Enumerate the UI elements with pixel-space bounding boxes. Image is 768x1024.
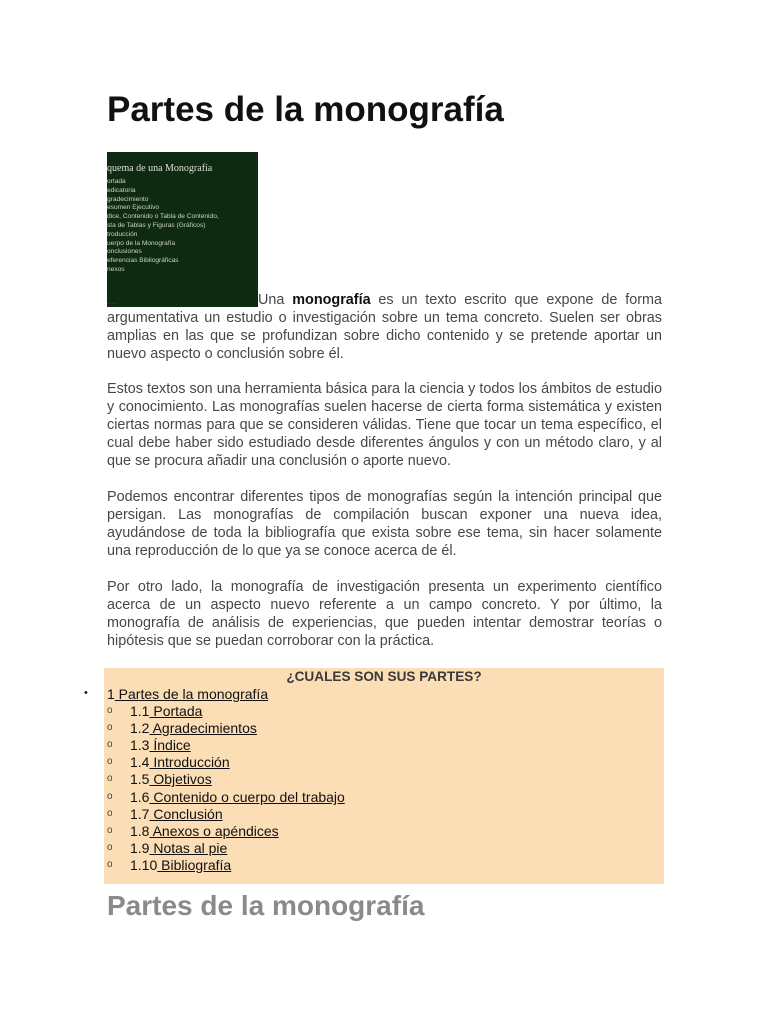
toc-item[interactable] (130, 857, 231, 873)
toc-link[interactable]: Conclusión (149, 806, 223, 822)
figure-item: onclusiones (107, 248, 142, 256)
toc-item-number: 1.4 (130, 754, 150, 770)
section-subtitle: Partes de la monografía (107, 890, 425, 921)
figure-item: eferencias Bibliográficas (107, 257, 179, 265)
toc-item[interactable] (130, 771, 212, 787)
toc-link[interactable]: Contenido o cuerpo del trabajo (149, 789, 345, 805)
toc-item[interactable] (130, 703, 202, 719)
paragraph-intro (107, 292, 662, 364)
sub-bullet-icon: o (107, 859, 113, 870)
toc-link[interactable]: Índice (149, 737, 191, 753)
toc-item-number: 1.9 (130, 840, 150, 856)
figure-item: esumen Ejecutivo (107, 204, 160, 212)
toc-item[interactable] (130, 720, 257, 736)
figure-item: nexos (107, 265, 125, 273)
toc-link[interactable]: Portada (149, 703, 203, 719)
figure-item: edicatoria (107, 186, 136, 194)
toc-item-number: 1.3 (130, 737, 150, 753)
toc-item[interactable] (130, 737, 191, 753)
toc-link[interactable]: Introducción (149, 754, 230, 770)
sub-bullet-icon: o (107, 791, 113, 802)
paragraph-3: Podemos encontrar diferentes tipos de monografías según la intención principal que persigan. Las monografías de compilación buscan exponer una nueva idea, ayudándose de toda la bibliografía que exista sobre ese tema, sin hacer solamente una reproducción de lo que ya se conoce acerca de él. (107, 489, 662, 559)
figure-item: troducción (107, 230, 138, 238)
toc-item-level1[interactable] (107, 686, 268, 702)
figure-footer: ........ (107, 300, 116, 305)
toc-item[interactable] (130, 806, 223, 822)
toc-link[interactable]: Objetivos (149, 771, 212, 787)
sub-bullet-icon: o (107, 722, 113, 733)
toc-link[interactable]: Agradecimientos (149, 720, 257, 736)
figure-item: gradecimiento (107, 195, 149, 203)
intro-rest: es un texto escrito que expone de forma argumentativa un estudio o investigación sobre un tema concreto. Suelen ser obras amplias en las que se profundizan sobre dicho contenido y se pretende aportar un nuevo aspecto o conclusión sobre él. (107, 292, 662, 362)
sub-bullet-icon: o (107, 705, 113, 716)
toc-item-number: 1.2 (130, 720, 150, 736)
bullet-icon: • (84, 687, 88, 699)
toc-item-number: 1.7 (130, 806, 150, 822)
toc-item-number: 1.8 (130, 823, 150, 839)
sub-bullet-icon: o (107, 842, 113, 853)
sub-bullet-icon: o (107, 825, 113, 836)
toc-item-number: 1.5 (130, 771, 150, 787)
sub-bullet-icon: o (107, 808, 113, 819)
toc-link-partes[interactable]: Partes de la monografía (114, 686, 269, 702)
paragraph-2: Estos textos son una herramienta básica para la ciencia y todos los ámbitos de estudio y conocimiento. Las monografías suelen hacerse de cierta forma sistemática y existen ciertas normas para que se consideren válidas. Tiene que tocar un tema específico, el cual debe haber sido estudiado desde diferentes ángulos y con un método claro, y al que se procura añadir una conclusión o aporte nuevo. (107, 381, 662, 469)
sub-bullet-icon: o (107, 756, 113, 767)
sub-bullet-icon: o (107, 773, 113, 784)
figure-title: quema de una Monografía (107, 163, 213, 174)
figure-item: uerpo de la Monografía (107, 239, 176, 247)
sub-bullet-icon: o (107, 739, 113, 750)
toc-item-number: 1.10 (130, 857, 158, 873)
toc-link[interactable]: Notas al pie (149, 840, 228, 856)
page-title: Partes de la monografía (107, 90, 504, 129)
intro-start: Una (258, 292, 293, 308)
toc-item-number: 1.1 (130, 703, 150, 719)
figure-item: sta de Tablas y Figuras (Gráficos) (107, 221, 206, 229)
intro-bold-term: monografía (292, 292, 371, 308)
toc-link[interactable]: Anexos o apéndices (149, 823, 279, 839)
figure-item-list (107, 178, 219, 275)
toc-link[interactable]: Bibliografía (157, 857, 232, 873)
toc-heading: ¿CUALES SON SUS PARTES? (286, 669, 482, 684)
toc-item[interactable] (130, 754, 230, 770)
toc-item[interactable] (130, 789, 345, 805)
toc-item-number: 1 (107, 686, 115, 702)
figure-item: ortada (107, 178, 126, 185)
toc-item-number: 1.6 (130, 789, 150, 805)
figure-item: dice, Contenido o Tabla de Contenido, (107, 213, 219, 221)
paragraph-4: Por otro lado, la monografía de investigación presenta un experimento científico acerca de un aspecto nuevo referente a un campo concreto. Y por último, la monografía de análisis de experiencias, que pueden intentar demostrar teorías o hipótesis que se puedan corroborar con la práctica. (107, 579, 662, 649)
toc-item[interactable] (130, 840, 227, 856)
monografia-scheme-image (107, 152, 258, 307)
toc-item[interactable] (130, 823, 279, 839)
